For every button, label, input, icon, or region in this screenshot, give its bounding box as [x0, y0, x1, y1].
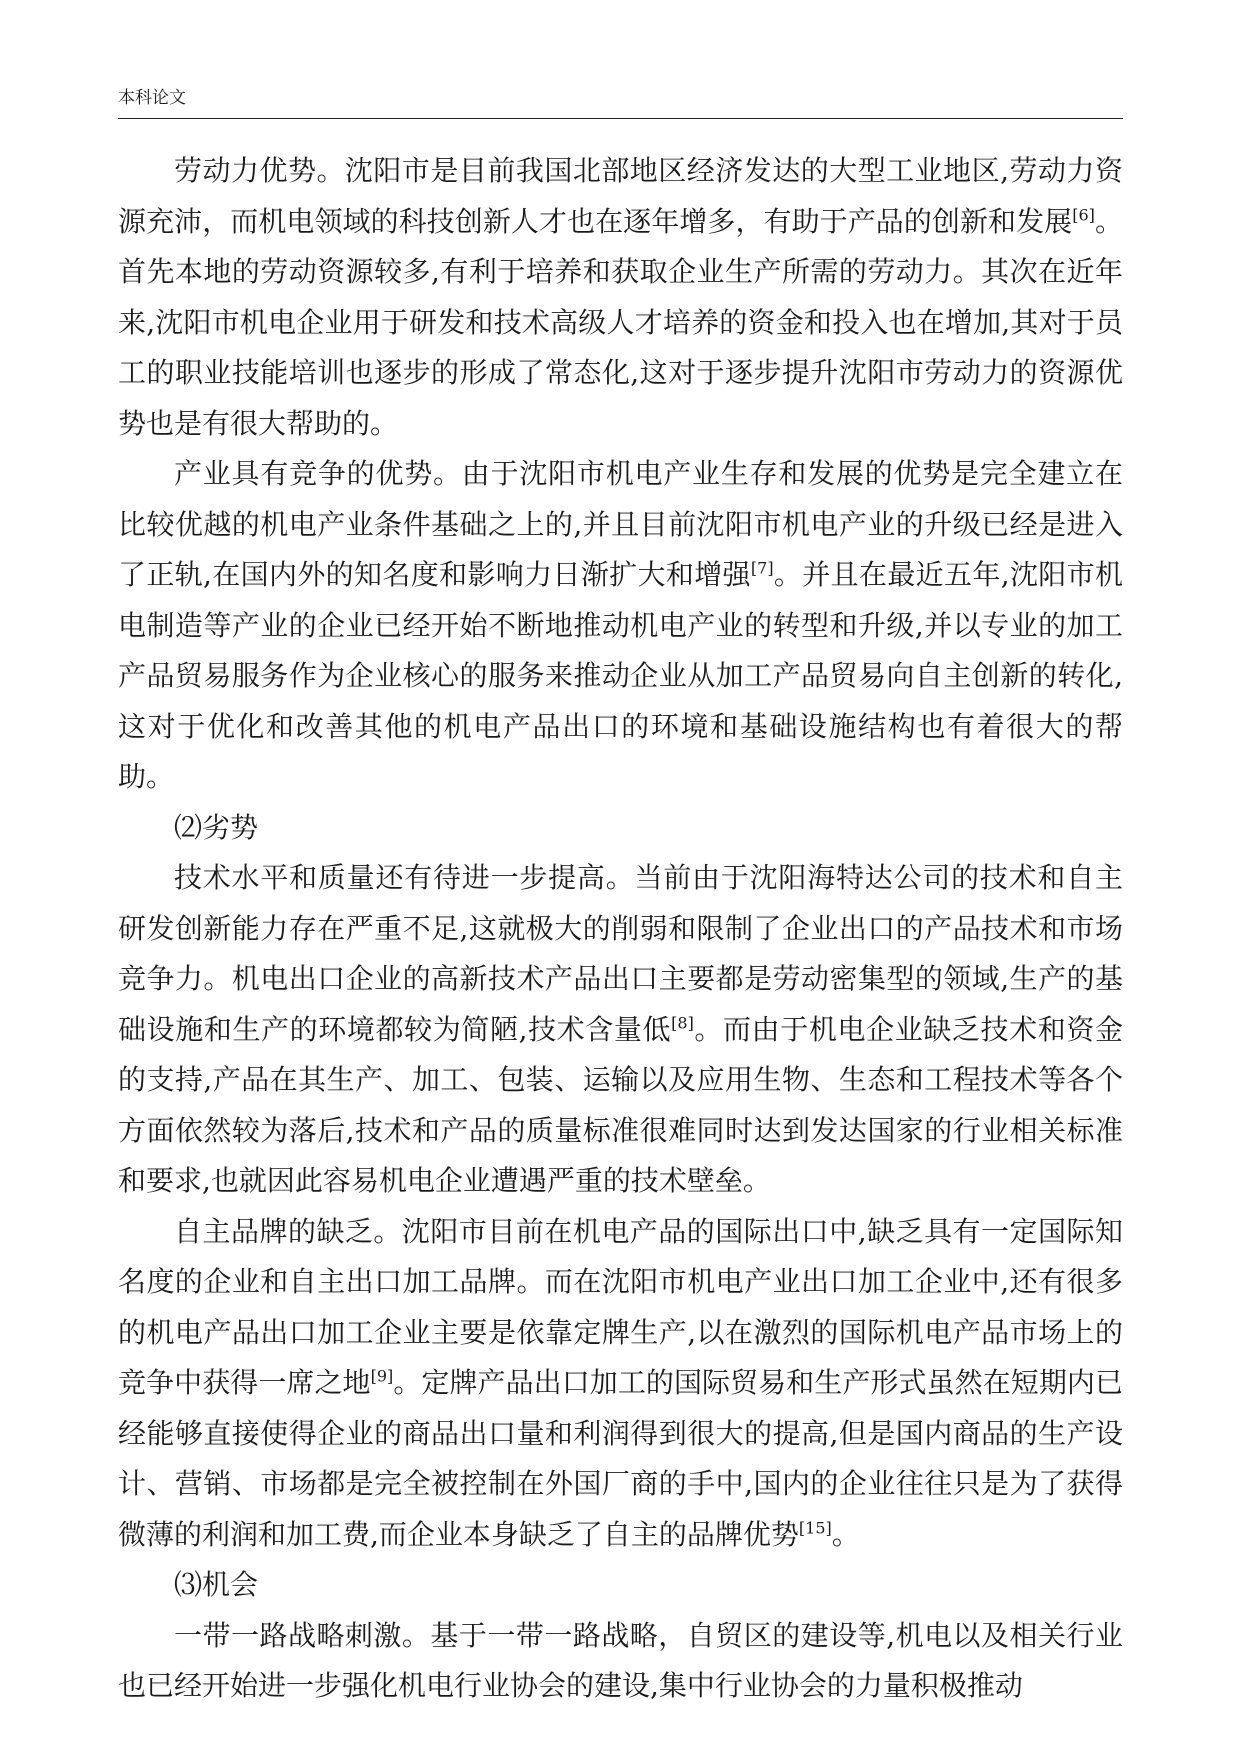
citation-marker: [7]: [750, 558, 774, 578]
section-heading-weakness: [118, 803, 1123, 854]
text-run: 。而由于机电企业缺乏技术和资金的支持,产品在其生产、加工、包装、运输以及应用生物、生态和工程技术等各个方面依然较为落后,技术和产品的质量标准很难同时达到发达国家的行业相关标准和要求,也就因此容易机电企业遭遇严重的技术壁垒。: [118, 1012, 1123, 1197]
text-run: 劳动力优势。沈阳市是目前我国北部地区经济发达的大型工业地区,劳动力资源充沛，而机电领域的科技创新人才也在逐年增多，有助于产品的创新和发展: [118, 154, 1123, 238]
text-run: 一带一路战略刺激。基于一带一路战略，自贸区的建设等,机电以及相关行业也已经开始进一步强化机电行业协会的建设,集中行业协会的力量积极推动: [118, 1618, 1123, 1702]
section-heading-opportunity: [118, 1560, 1123, 1611]
text-run: 。首先本地的劳动资源较多,有利于培养和获取企业生产所需的劳动力。其次在近年来,沈阳市机电企业用于研发和技术高级人才培养的资金和投入也在增加,其对于员工的职业技能培训也逐步的形成了常态化,这对于逐步提升沈阳市劳动力的资源优势也是有很大帮助的。: [118, 204, 1123, 440]
document-body: [118, 146, 1123, 1712]
paragraph-technology-quality: [118, 853, 1123, 1207]
text-run: 。并且在最近五年,沈阳市机电制造等产业的企业已经开始不断地推动机电产业的转型和升级,并以专业的加工产品贸易服务作为企业核心的服务来推动企业从加工产品贸易向自主创新的转化,这对于优化和改善其他的机电产品出口的环境和基础设施结构也有着很大的帮助。: [118, 558, 1123, 793]
citation-marker: [9]: [370, 1366, 394, 1386]
paragraph-belt-road: [118, 1611, 1123, 1712]
text-run: 。: [831, 1517, 860, 1551]
paragraph-labor-advantage: [118, 146, 1123, 449]
citation-marker: [8]: [671, 1013, 694, 1033]
heading-text: ⑵劣势: [174, 810, 259, 844]
heading-text: ⑶机会: [174, 1568, 259, 1601]
header-divider: [118, 118, 1123, 119]
text-run: 。定牌产品出口加工的国际贸易和生产形式虽然在短期内已经能够直接使得企业的商品出口量和利润得到很大的提高,但是国内商品的生产设计、营销、市场都是完全被控制在外国厂商的手中,国内的企业往往只是为了获得微薄的利润和加工费,而企业本身缺乏了自主的品牌优势: [118, 1366, 1123, 1551]
citation-marker: [15]: [798, 1518, 832, 1538]
text-run: 技术水平和质量还有待进一步提高。当前由于沈阳海特达公司的技术和自主研发创新能力存在严重不足,这就极大的削弱和限制了企业出口的产品技术和市场竞争力。机电出口企业的高新技术产品出口主要都是劳动密集型的领域,生产的基础设施和生产的环境都较为简陋,技术含量低: [118, 861, 1123, 1046]
paragraph-brand-lack: [118, 1207, 1123, 1561]
paragraph-industry-advantage: [118, 449, 1123, 803]
text-run: 自主品牌的缺乏。沈阳市目前在机电产品的国际出口中,缺乏具有一定国际知名度的企业和自主出口加工品牌。而在沈阳市机电产业出口加工企业中,还有很多的机电产品出口加工企业主要是依靠定牌生产,以在激烈的国际机电产品市场上的竞争中获得一席之地: [118, 1214, 1123, 1399]
citation-marker: [6]: [1072, 205, 1095, 225]
running-header: 本科论文: [118, 88, 186, 108]
text-run: 产业具有竞争的优势。由于沈阳市机电产业生存和发展的优势是完全建立在比较优越的机电产业条件基础之上的,并且目前沈阳市机电产业的升级已经是进入了正轨,在国内外的知名度和影响力日渐扩大和增强: [118, 457, 1123, 591]
